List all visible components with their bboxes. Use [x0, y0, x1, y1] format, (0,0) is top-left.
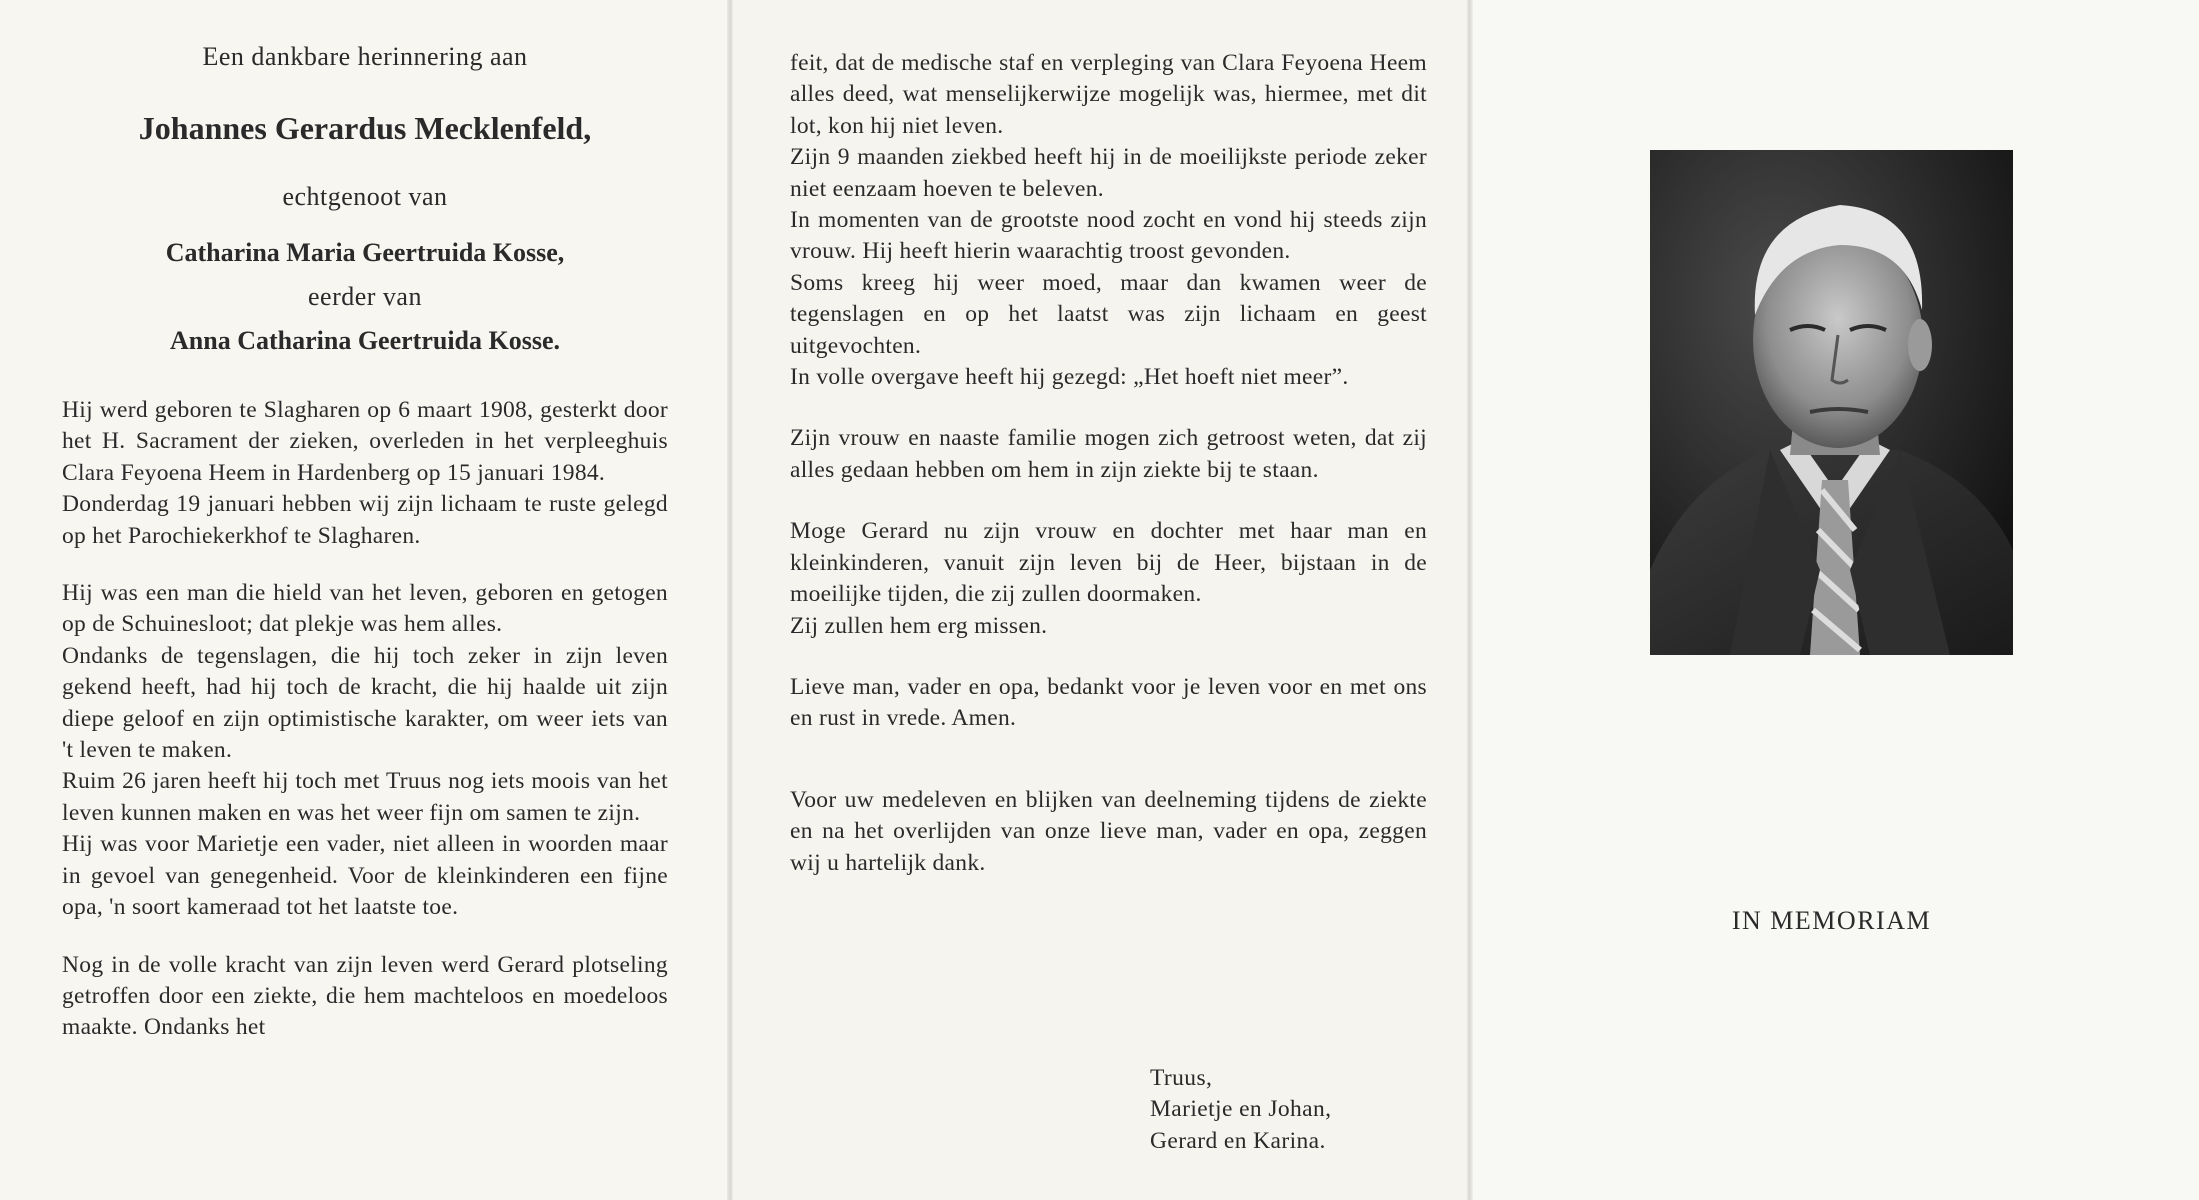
intro-line: Een dankbare herinnering aan [202, 42, 528, 71]
portrait-photo [1650, 150, 2013, 655]
paragraph: Lieve man, vader en opa, bedankt voor je leven voor en met ons en rust in vrede. Amen. [790, 673, 1427, 732]
card-fold [727, 0, 733, 1200]
portrait-illustration [1650, 150, 2013, 655]
tribute-text [790, 48, 1427, 879]
signoff-line: Gerard en Karina. [1150, 1127, 1326, 1154]
paragraph: Nog in de volle kracht van zijn leven werd Gerard plotseling getroffen door een ziekte, die hem machteloos en moedeloos maakte. Ondanks het [62, 951, 668, 1041]
deceased-name: Johannes Gerardus Mecklenfeld, [138, 110, 592, 146]
signoff-line: Marietje en Johan, [1150, 1096, 1332, 1123]
family-signoff [1150, 1063, 1331, 1157]
paragraph: feit, dat de medische staf en verpleging van Clara Feyoena Heem alles deed, wat menselijkerwijze mogelijk was, hiermee, met dit lot, kon hij niet leven. Zijn 9 maanden ziekbed heeft hij in de moeilijkste periode zeker niet eenzaam hoeven te beleven. In momenten van de grootste nood zocht en vond hij steeds zijn vrouw. Hij heeft hierin waarachtig troost gevonden. Soms kreeg hij weer moed, maar dan kwamen weer de tegenslagen en op het laatst was zijn lichaam en geest uitgevochten. In volle overgave heeft hij gezegd: „Het hoeft niet meer”. [790, 50, 1427, 391]
spouse-name: Catharina Maria Geertruida Kosse, [165, 238, 565, 267]
card-fold [1467, 0, 1473, 1200]
former-spouse-name: Anna Catharina Geertruida Kosse. [170, 326, 560, 355]
paragraph: Hij was een man die hield van het leven, geboren en getogen op de Schuinesloot; dat plekje was hem alles. Ondanks de tegenslagen, die hij toch zeker in zijn leven gekend heeft, had hij toch de kracht, die hij haalde uit zijn diepe geloof en zijn optimistische karakter, om weer iets van 't leven te maken. Ruim 26 jaren heeft hij toch met Truus nog iets moois van het leven kunnen maken en was het weer fijn om samen te zijn. Hij was voor Marietje een vader, niet alleen in woorden maar in gevoel van genegenheid. Voor de kleinkinderen een fijne opa, 'n soort kameraad tot het laatste toe. [62, 580, 668, 921]
card-panel-middle [730, 0, 1470, 1200]
paragraph: Hij werd geboren te Slagharen op 6 maart 1908, gesterkt door het H. Sacrament der zieken, overleden in het verpleeghuis Clara Feyoena Heem in Hardenberg op 15 januari 1984. Donderdag 19 januari hebben wij zijn lichaam te ruste gelegd op het Parochiekerkhof te Slagharen. [62, 397, 668, 549]
former-spouse-intro: eerder van [308, 282, 422, 311]
paragraph: Voor uw medeleven en blijken van deelneming tijdens de ziekte en na het overlijden van onze lieve man, vader en opa, zeggen wij u hartelijk dank. [790, 786, 1427, 876]
signoff-line: Truus, [1150, 1065, 1213, 1091]
paragraph: Moge Gerard nu zijn vrouw en dochter met haar man en kleinkinderen, vanuit zijn leven bij de Heer, bijstaan in de moeilijke tijden, die zij zullen doormaken. Zij zullen hem erg missen. [790, 518, 1427, 639]
in-memoriam-caption: IN MEMORIAM [1731, 906, 1932, 935]
spouse-intro: echtgenoot van [282, 182, 448, 211]
paragraph: Zijn vrouw en naaste familie mogen zich getroost weten, dat zij alles gedaan hebben om hem in zijn ziekte bij te staan. [790, 425, 1427, 483]
biography-text [62, 395, 668, 1044]
card-panel-left [0, 0, 730, 1200]
